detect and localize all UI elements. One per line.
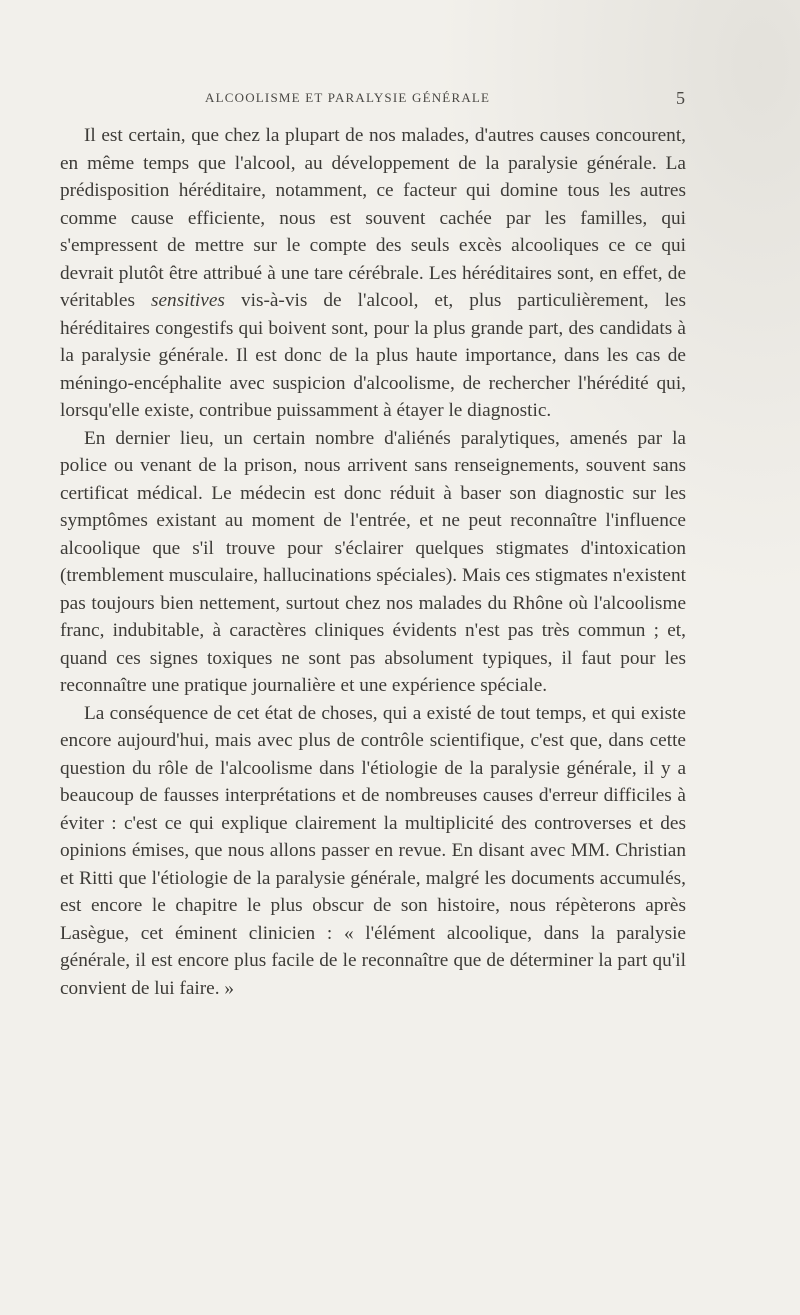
paragraph-conclusion: La conséquence de cet état de choses, qui a existé de tout temps, et qui existe encore aujourd'hui, mais avec plus de contrôle scientifique, c'est que, dans cette question du rôle de l'alcoolisme dans l'étiologie de la paralysie générale, il y a beaucoup de fausses interprétations et de nombreuses causes d'erreur difficiles à éviter : c'est ce qui explique clairement la multiplicité des controverses et des opinions émises, que nous allons passer en revue. En disant avec MM. Christian et Ritti que l'étiologie de la paralysie générale, malgré les documents accumulés, est encore le chapitre le plus obscur de son histoire, nous répèterons après Lasègue, cet éminent clinicien : « l'élément alcoolique, dans la paralysie générale, il est encore plus facile de le reconnaître que de déterminer la part qu'il convient de lui faire. » <box>60 702 686 999</box>
paragraph-text: vis-à-vis de l'alcool, et, plus particulièrement, les héréditaires congestifs qui boivent sont, pour la plus grande part, des candidats à la paralysie générale. Il est donc de la plus haute importance, dans les cas de méningo-encéphalite avec suspicion d'alcoolisme, de rechercher l'hérédité qui, lorsqu'elle existe, contribue puissamment à étayer le diagnostic. <box>60 290 686 421</box>
paragraph-diagnosis: En dernier lieu, un certain nombre d'aliénés paralytiques, amenés par la police ou venant de la prison, nous arrivent sans renseignements, souvent sans certificat médical. Le médecin est donc réduit à baser son diagnostic sur les symptômes existant au moment de l'entrée, et ne peut reconnaître l'influence alcoolique que s'il trouve pour s'éclairer quelques stigmates d'intoxication (tremblement musculaire, hallucinations spéciales). Mais ces stigmates n'existent pas toujours bien nettement, surtout chez nos malades du Rhône où l'alcoolisme franc, indubitable, à caractères cliniques évidents n'est pas très commun ; et, quand ces signes toxiques ne sont pas absolument typiques, il faut pour les reconnaître une pratique journalière et une expérience spéciale. <box>60 427 686 696</box>
running-title: ALCOOLISME ET PARALYSIE GÉNÉRALE <box>205 90 491 105</box>
emphasized-word: sensitives <box>151 290 225 311</box>
paragraph-heredity <box>60 122 686 425</box>
page-number: 5 <box>676 88 685 108</box>
paragraph-text: Il est certain, que chez la plupart de nos malades, d'autres causes concourent, en même temps que l'alcool, au développement de la paralysie générale. La prédisposition héréditaire, notamment, ce facteur qui domine tous les autres comme cause efficiente, nous est souvent cachée par les familles, qui s'empressent de mettre sur le compte des seuls excès alcooliques ce ce qui devrait plutôt être attribué à une tare cérébrale. Les héréditaires sont, en effet, de véritables <box>60 125 686 311</box>
body-text <box>60 122 686 1002</box>
page-header <box>60 90 685 114</box>
